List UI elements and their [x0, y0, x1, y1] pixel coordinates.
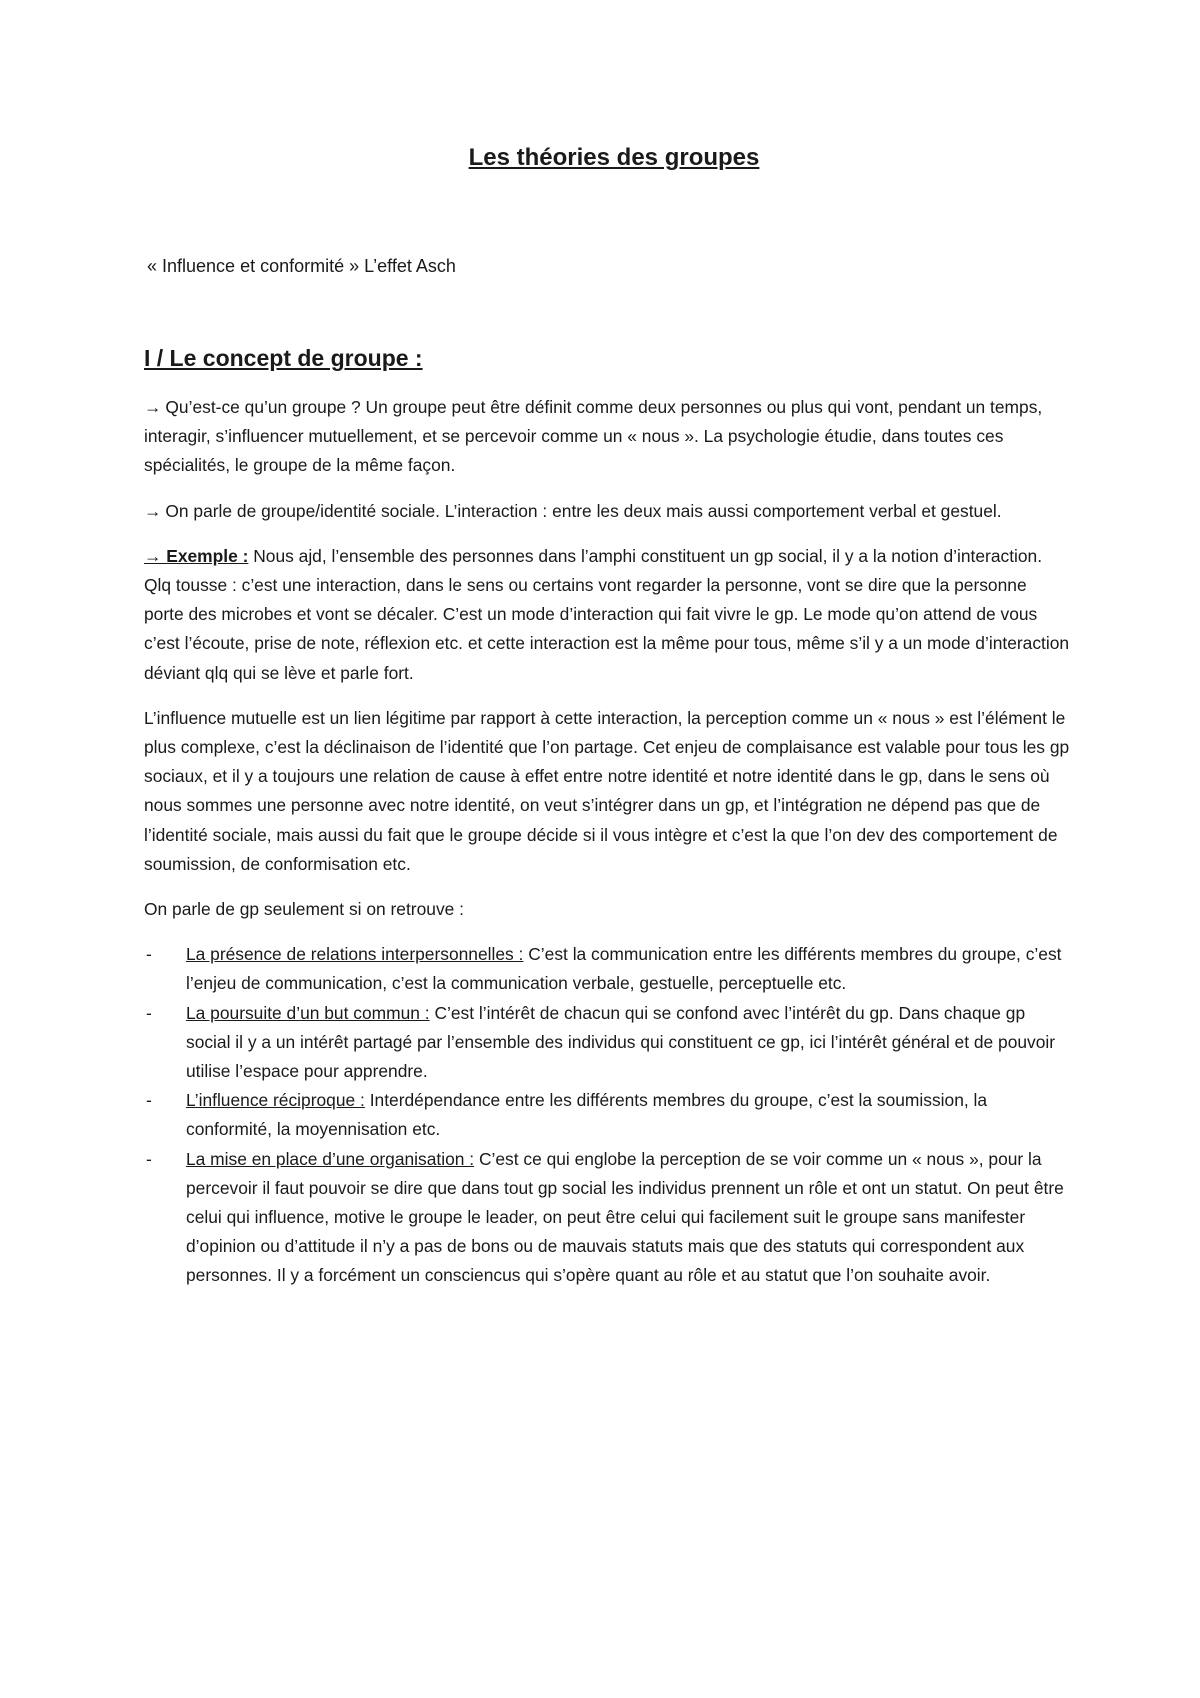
criteria-label: La présence de relations interpersonnelles :	[186, 944, 524, 965]
criteria-text: C’est la communication entre les différents membres du groupe, c’est l’enjeu de communication, c’est la communication verbale, gestuelle, perceptuelle etc.	[186, 944, 1062, 994]
paragraph-criteria-intro: On parle de gp seulement si on retrouve :	[144, 899, 464, 920]
paragraph-text: Qu’est-ce qu’un groupe ? Un groupe peut être définit comme deux personnes ou plus qui vont, pendant un temps, interagir, s’influencer mutuellement, et se percevoir comme un « nous ». La psychologie étudie, dans toutes ces spécialités, le groupe de la même façon.	[144, 397, 1043, 476]
document-title: Les théories des groupes	[468, 144, 760, 171]
example-label: → Exemple :	[144, 545, 249, 566]
arrow-icon: →	[144, 397, 162, 417]
paragraph-text: On parle de groupe/identité sociale. L’interaction : entre les deux mais aussi comportement verbal et gestuel.	[165, 500, 1002, 521]
dash-bullet: -	[146, 944, 152, 965]
list-item	[144, 999, 1070, 1087]
arrow-icon: →	[144, 500, 162, 521]
document-subtitle: « Influence et conformité » L’effet Asch	[147, 256, 456, 276]
criteria-label: L’influence réciproque :	[186, 1090, 365, 1111]
criteria-label: La poursuite d’un but commun :	[186, 1002, 430, 1023]
criteria-text: Interdépendance entre les différents membres du groupe, c’est la soumission, la conformité, la moyennisation etc.	[186, 1090, 988, 1140]
criteria-label: La mise en place d’une organisation :	[186, 1148, 475, 1169]
criteria-list	[144, 940, 1070, 1290]
list-item	[144, 940, 1070, 998]
criteria-text: C’est l’intérêt de chacun qui se confond avec l’intérêt du gp. Dans chaque gp social il y a un intérêt partagé par l’ensemble des individus qui constituent ce gp, ici l’intérêt général et de pouvoir utilise l’espace pour apprendre.	[186, 1002, 1056, 1082]
paragraph-text: Nous ajd, l’ensemble des personnes dans l’amphi constituent un gp social, il y a la notion d’interaction. Qlq tousse : c’est une interaction, dans le sens ou certains vont regarder la personne, vont se dire que la personne porte des microbes et vont se décaler. C’est un mode d’interaction qui fait vivre le gp. Le mode qu’on attend de vous c’est l’écoute, prise de note, réflexion etc. et cette interaction est la même pour tous, même s’il y a un mode d’interaction déviant qlq qui se lève et parle fort.	[144, 545, 1070, 683]
paragraph-mutual-influence: L’influence mutuelle est un lien légitime par rapport à cette interaction, la perception comme un « nous » est l’élément le plus complexe, c’est la déclinaison de l’identité que l’on partage. Cet enjeu de complaisance est valable pour tous les gp sociaux, et il y a toujours une relation de cause à effet entre notre identité et notre identité dans le gp, dans le sens où nous sommes une personne avec notre identité, on veut s’intégrer dans un gp, et l’intégration ne dépend pas que de l’identité sociale, mais aussi du fait que le groupe décide si il vous intègre et c’est la que l’on dev des comportement de soumission, de conformisation etc.	[144, 707, 1070, 874]
list-item	[144, 1086, 1070, 1144]
list-item	[144, 1145, 1070, 1291]
criteria-text: C’est ce qui englobe la perception de se voir comme un « nous », pour la percevoir il faut pouvoir se dire que dans tout gp social les individus prennent un rôle et ont un statut. On peut être celui qui influence, motive le groupe le leader, on peut être celui qui facilement suit le groupe sans manifester d’opinion ou d’attitude il n’y a pas de bons ou de mauvais statuts mais que des statuts qui correspondent aux personnes. Il y a forcément un consciencus qui s’opère quant au rôle et au statut que l’on souhaite avoir.	[186, 1148, 1064, 1286]
dash-bullet: -	[146, 1002, 152, 1023]
paragraph-identity	[144, 497, 1070, 526]
dash-bullet: -	[146, 1148, 152, 1169]
paragraph-example	[144, 542, 1070, 688]
section-heading: I / Le concept de groupe :	[144, 345, 423, 371]
paragraph-definition	[144, 393, 1070, 481]
dash-bullet: -	[146, 1090, 152, 1111]
